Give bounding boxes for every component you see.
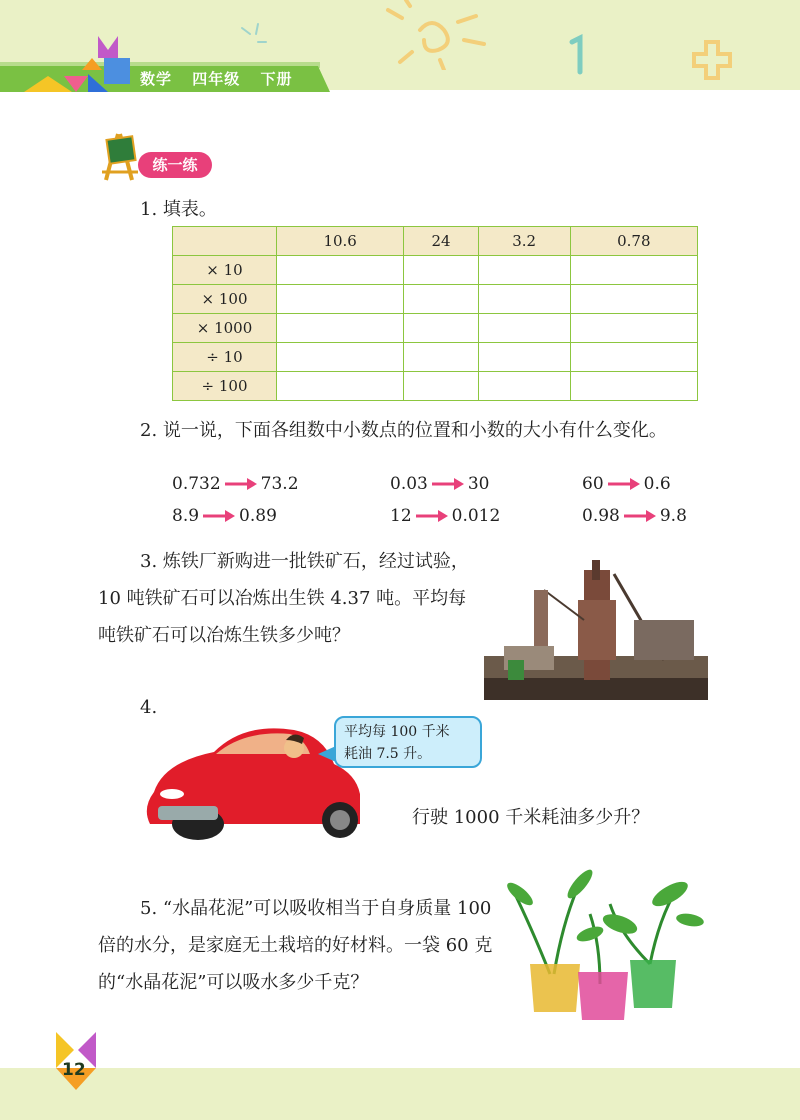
- arrow-right-icon: [203, 510, 235, 522]
- header-title: [140, 68, 307, 89]
- table-column-header: 24: [404, 227, 478, 256]
- arrow-right-icon: [432, 478, 464, 490]
- table-cell[interactable]: [404, 256, 478, 285]
- table-cell[interactable]: [570, 372, 697, 401]
- table-row: [173, 256, 698, 285]
- table-row: [173, 372, 698, 401]
- pair-from: 0.98: [582, 506, 620, 526]
- pair-to: 30: [467, 474, 490, 494]
- table-cell[interactable]: [478, 343, 570, 372]
- arrow-right-icon: [624, 510, 656, 522]
- pair-to: 0.012: [451, 506, 501, 526]
- pair-to: 0.6: [643, 474, 671, 494]
- number-one-doodle-icon: [566, 34, 590, 78]
- table-header-row: [173, 227, 698, 256]
- sun-doodle-icon: [380, 0, 530, 70]
- arrow-right-icon: [225, 478, 257, 490]
- pair-from: 60: [582, 474, 604, 494]
- practice-badge: 练一练: [138, 152, 212, 178]
- bubble-line: 耗油 7.5 升。: [344, 746, 432, 762]
- number-pair: [390, 474, 490, 494]
- table-cell[interactable]: [277, 372, 404, 401]
- arrow-right-icon: [416, 510, 448, 522]
- table-column-header: 10.6: [277, 227, 404, 256]
- table-cell[interactable]: [404, 343, 478, 372]
- header-grade: 四年级: [192, 70, 241, 88]
- number-pair: [172, 474, 299, 494]
- question-5-text: 5. “水晶花泥”可以吸收相当于自身质量 100 倍的水分，是家庭无土栽培的好材料。一袋 60 克的“水晶花泥”可以吸水多少千克？: [98, 898, 493, 993]
- header-volume: 下册: [260, 70, 293, 88]
- table-cell[interactable]: [277, 285, 404, 314]
- table-row-header: × 10: [173, 256, 277, 285]
- table-cell[interactable]: [277, 256, 404, 285]
- table-row: [173, 343, 698, 372]
- steel-plant-image: [484, 560, 708, 700]
- table-cell[interactable]: [478, 285, 570, 314]
- tangram-logo-icon: [24, 36, 134, 94]
- table-cell[interactable]: [404, 285, 478, 314]
- plus-doodle-icon: [692, 40, 732, 80]
- page-number: 12: [62, 1060, 86, 1080]
- arrow-right-icon: [608, 478, 640, 490]
- bubble-line: 平均每 100 千米: [344, 724, 450, 740]
- table-cell[interactable]: [277, 343, 404, 372]
- table-column-header: 0.78: [570, 227, 697, 256]
- pair-from: 12: [390, 506, 412, 526]
- table-cell[interactable]: [404, 314, 478, 343]
- easel-icon: [98, 128, 142, 184]
- table-cell[interactable]: [570, 256, 697, 285]
- number-pair: [390, 506, 500, 526]
- table-cell[interactable]: [570, 343, 697, 372]
- table-cell[interactable]: [404, 372, 478, 401]
- potted-plants-image: [500, 864, 712, 1024]
- question-3-text: 3. 炼铁厂新购进一批铁矿石，经过试验，10 吨铁矿石可以冶炼出生铁 4.37 吨。平均每吨铁矿石可以冶炼生铁多少吨？: [98, 551, 469, 646]
- number-pair: [582, 506, 687, 526]
- fill-table: [172, 226, 698, 401]
- question-2-text: 2. 说一说，下面各组数中小数点的位置和小数的大小有什么变化。: [140, 420, 667, 441]
- table-cell[interactable]: [570, 314, 697, 343]
- table-row-header: × 1000: [173, 314, 277, 343]
- table-corner: [173, 227, 277, 256]
- pair-to: 73.2: [260, 474, 299, 494]
- question-4-label: 4.: [140, 697, 158, 718]
- pair-to: 0.89: [239, 506, 277, 526]
- table-cell[interactable]: [570, 285, 697, 314]
- table-row-header: ÷ 10: [173, 343, 277, 372]
- table-cell[interactable]: [277, 314, 404, 343]
- number-pair: [172, 506, 277, 526]
- question-1-label: 1. 填表。: [140, 199, 217, 220]
- table-cell[interactable]: [478, 256, 570, 285]
- table-row-header: × 100: [173, 285, 277, 314]
- table-column-header: 3.2: [478, 227, 570, 256]
- footer-band: [0, 1068, 800, 1120]
- table-cell[interactable]: [478, 372, 570, 401]
- speech-bubble: [334, 716, 482, 768]
- number-pair: [582, 474, 671, 494]
- table-row: [173, 314, 698, 343]
- pair-to: 9.8: [659, 506, 687, 526]
- table-row: [173, 285, 698, 314]
- pair-from: 0.732: [172, 474, 221, 494]
- table-row-header: ÷ 100: [173, 372, 277, 401]
- header-subject: 数学: [140, 70, 173, 88]
- sparkle-doodle-icon: [236, 20, 272, 56]
- red-car-image: [144, 722, 366, 842]
- table-cell[interactable]: [478, 314, 570, 343]
- question-4-text: 行驶 1000 千米耗油多少升？: [412, 807, 650, 828]
- pair-from: 8.9: [172, 506, 200, 526]
- pair-from: 0.03: [390, 474, 428, 494]
